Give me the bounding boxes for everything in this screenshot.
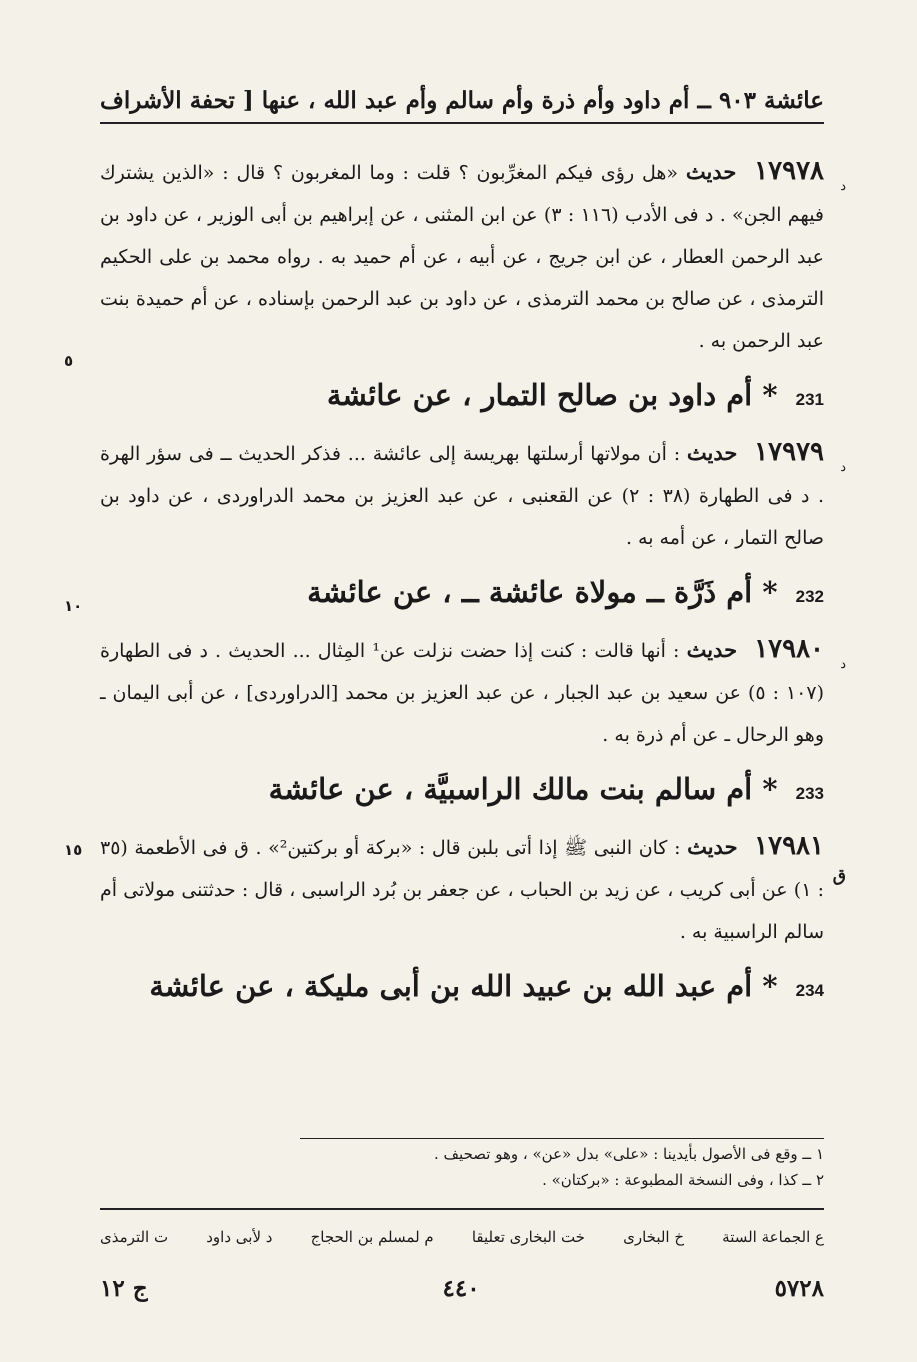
section-heading: [100, 957, 824, 1020]
abbreviation: ع الجماعة الستة: [722, 1228, 824, 1246]
heading-title: أم ذَرَّة ــ مولاة عائشة ــ ، عن عائشة: [307, 575, 753, 609]
abbreviation: خت البخارى تعليقا: [471, 1228, 585, 1246]
hadith-entry: [64, 825, 846, 953]
hadith-number: ١٧٩٧٩: [754, 437, 824, 467]
heading-star: *: [762, 378, 778, 412]
heading-number: 233: [795, 784, 824, 803]
hadith-entry: [100, 628, 846, 756]
hadith-label: حديث: [686, 637, 738, 662]
section-heading: [100, 760, 824, 823]
header-title: عائشة ٩٠٣ ــ أم داود وأم ذرة وأم سالم وأم عبد الله ، عنها: [261, 86, 824, 114]
footnote: ٢ ــ كذا ، وفى النسخة المطبوعة : «بركتان» .: [542, 1171, 824, 1189]
siglum: ق: [832, 866, 846, 886]
abbreviation: خ البخارى: [623, 1228, 685, 1246]
serial-number: ٥٧٢٨: [774, 1274, 824, 1302]
abbreviation: م لمسلم بن الحجاج: [310, 1228, 434, 1246]
hadith-text: : أن مولاتها أرسلتها بهريسة إلى عائشة ... فذكر الحديث ــ فى سؤر الهرة . د فى الطهارة (٣٨ : ٢) عن القعنبى ، عن عبد العزيز بن محمد الدراوردى ، عن داود بن صالح التمار ، عن أمه به .: [100, 443, 824, 549]
line-number: ٥: [64, 352, 74, 370]
hadith-text: «هل رؤى فيكم المغرِّبون ؟ قلت : وما المغربون ؟ قال : «الذين يشترك فيهم الجن» . د فى الأدب (١١٦ : ٣) عن ابن المثنى ، عن إبراهيم بن أبى الوزير ، عن داود بن عبد الرحمن العطار ، عن ابن جريج ، عن أبيه ، عن أم حميد به . رواه محمد بن على الحكيم الترمذى ، عن صالح بن محمد الترمذى ، عن داود بن عبد الرحمن بإسناده ، عن أم حميدة بنت عبد الرحمن به .: [100, 162, 825, 352]
hadith-label: حديث: [687, 834, 738, 859]
hadith-number: ١٧٩٧٨: [754, 156, 824, 186]
siglum: د: [840, 179, 846, 194]
page-number: ٤٤٠: [442, 1274, 480, 1302]
section-heading: [100, 366, 824, 429]
volume-number: ج ١٢: [100, 1274, 148, 1302]
siglum: د: [840, 460, 846, 475]
hadith-text: : كان النبى ﷺ إذا أتى بلبن قال : «بركة أو بركتين²» . ق فى الأطعمة (٣٥ : ١) عن أبى كريب ، عن زيد بن الحباب ، عن جعفر بن بُرد الراسبى ، قال : حدثتنى مولاتى أم سالم الراسبية به .: [100, 837, 824, 943]
footnote: ١ ــ وقع فى الأصول بأيدينا : «على» بدل «عن» ، وهو تصحيف .: [433, 1145, 824, 1163]
header-book-name: [ تحفة الأشراف: [100, 86, 254, 114]
hadith-label: حديث: [686, 440, 738, 465]
heading-number: 234: [795, 981, 824, 1000]
section-heading: [64, 563, 824, 626]
hadith-number: ١٧٩٨٠: [754, 634, 825, 664]
heading-title: أم عبد الله بن عبيد الله بن أبى مليكة ، عن عائشة: [149, 969, 753, 1003]
abbreviation-key: [100, 1208, 824, 1258]
running-header: [100, 78, 824, 124]
heading-title: أم داود بن صالح التمار ، عن عائشة: [326, 378, 753, 412]
heading-number: 232: [795, 587, 824, 606]
hadith-number: ١٧٩٨١: [754, 831, 824, 861]
hadith-entry: [64, 150, 846, 370]
abbreviation: د لأبى داود: [206, 1228, 273, 1246]
footnotes: [300, 1138, 824, 1193]
heading-star: *: [762, 575, 778, 609]
line-number: ١٥: [64, 841, 83, 859]
hadith-entry: [100, 431, 846, 559]
page-footer: [100, 1268, 824, 1308]
main-text: [64, 150, 846, 1022]
hadith-text: : أنها قالت : كنت إذا حضت نزلت عن¹ المِثال ... الحديث . د فى الطهارة (١٠٧ : ٥) عن سعيد بن عبد الجبار ، عن عبد العزيز بن محمد [الدراوردى] ، عن أبى اليمان ـ وهو الرحال ـ عن أم ذرة به .: [100, 640, 824, 746]
line-number: ١٠: [64, 597, 83, 615]
siglum: د: [840, 657, 846, 672]
heading-star: *: [762, 772, 778, 806]
heading-number: 231: [795, 390, 824, 409]
heading-title: أم سالم بنت مالك الراسبيَّة ، عن عائشة: [268, 772, 753, 806]
abbreviation: ت الترمذى: [100, 1228, 169, 1246]
hadith-label: حديث: [685, 159, 737, 184]
heading-star: *: [762, 969, 778, 1003]
